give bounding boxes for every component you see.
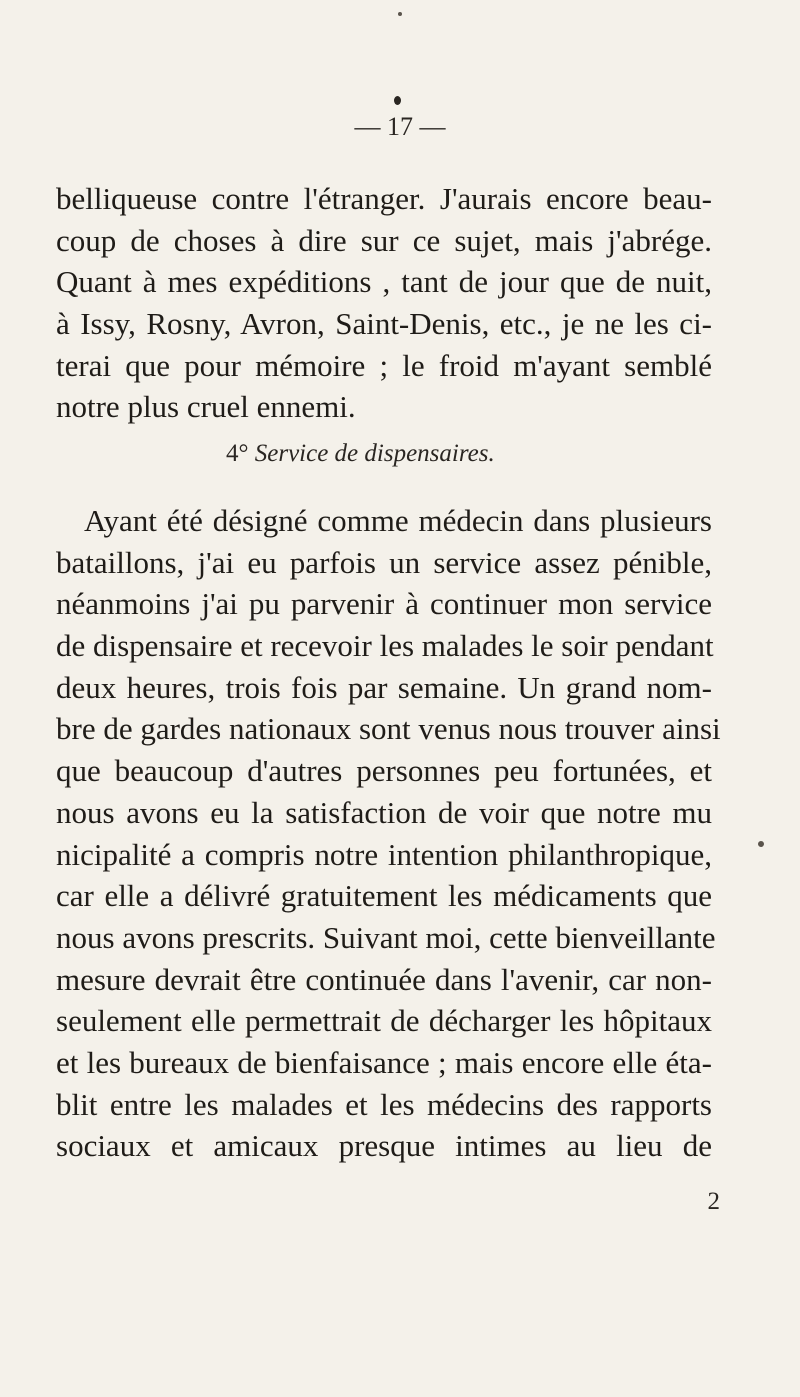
text-line: nous avons prescrits. Suivant moi, cette bienveillante <box>56 919 716 955</box>
text-line: Ayant été désigné comme médecin dans plusieurs <box>84 503 712 538</box>
text-line: coup de choses à dire sur ce sujet, mais j'abrége. <box>56 222 712 258</box>
text-line: et les bureaux de bienfaisance ; mais encore elle éta- <box>56 1044 712 1080</box>
text-line: seulement elle permettrait de décharger les hôpitaux <box>56 1003 712 1039</box>
text-line: nous avons eu la satisfaction de voir que notre mu <box>56 794 712 830</box>
ink-speck <box>758 841 764 847</box>
text-line: notre plus cruel ennemi. <box>56 389 356 425</box>
section-heading <box>56 440 712 468</box>
text-line: blit entre les malades et les médecins des rapports <box>56 1086 712 1122</box>
text-line: belliqueuse contre l'étranger. J'aurais encore beau- <box>56 181 712 216</box>
text-line: à Issy, Rosny, Avron, Saint-Denis, etc., je ne les ci- <box>56 306 712 342</box>
section-title: Service de dispensaires. <box>254 440 495 467</box>
signature-mark: 2 <box>707 1188 720 1215</box>
text-line: deux heures, trois fois par semaine. Un grand nom- <box>56 669 712 705</box>
text-line: mesure devrait être continuée dans l'avenir, car non- <box>56 961 712 997</box>
text-line: sociaux et amicaux presque intimes au lieu de <box>56 1128 712 1164</box>
text-line: Quant à mes expéditions , tant de jour que de nuit, <box>56 264 712 300</box>
page-number: — 17 — <box>354 112 446 141</box>
text-line: que beaucoup d'autres personnes peu fortunées, et <box>56 753 712 789</box>
header-dot-mark <box>394 96 401 105</box>
text-line: car elle a délivré gratuitement les médicaments que <box>56 878 712 914</box>
paragraph-intro <box>56 178 712 428</box>
text-line: bataillons, j'ai eu parfois un service assez pénible, <box>56 544 712 580</box>
paragraph-dispensaires <box>56 500 721 1167</box>
text-line: bre de gardes nationaux sont venus nous trouver ainsi <box>56 711 721 747</box>
section-number: 4° <box>226 440 249 467</box>
text-line: néanmoins j'ai pu parvenir à continuer mon service <box>56 586 712 622</box>
text-line: nicipalité a compris notre intention philanthropique, <box>56 836 712 872</box>
text-line: de dispensaire et recevoir les malades le soir pendant <box>56 628 714 664</box>
ink-speck <box>398 12 402 16</box>
text-line: terai que pour mémoire ; le froid m'ayant semblé <box>56 347 712 383</box>
